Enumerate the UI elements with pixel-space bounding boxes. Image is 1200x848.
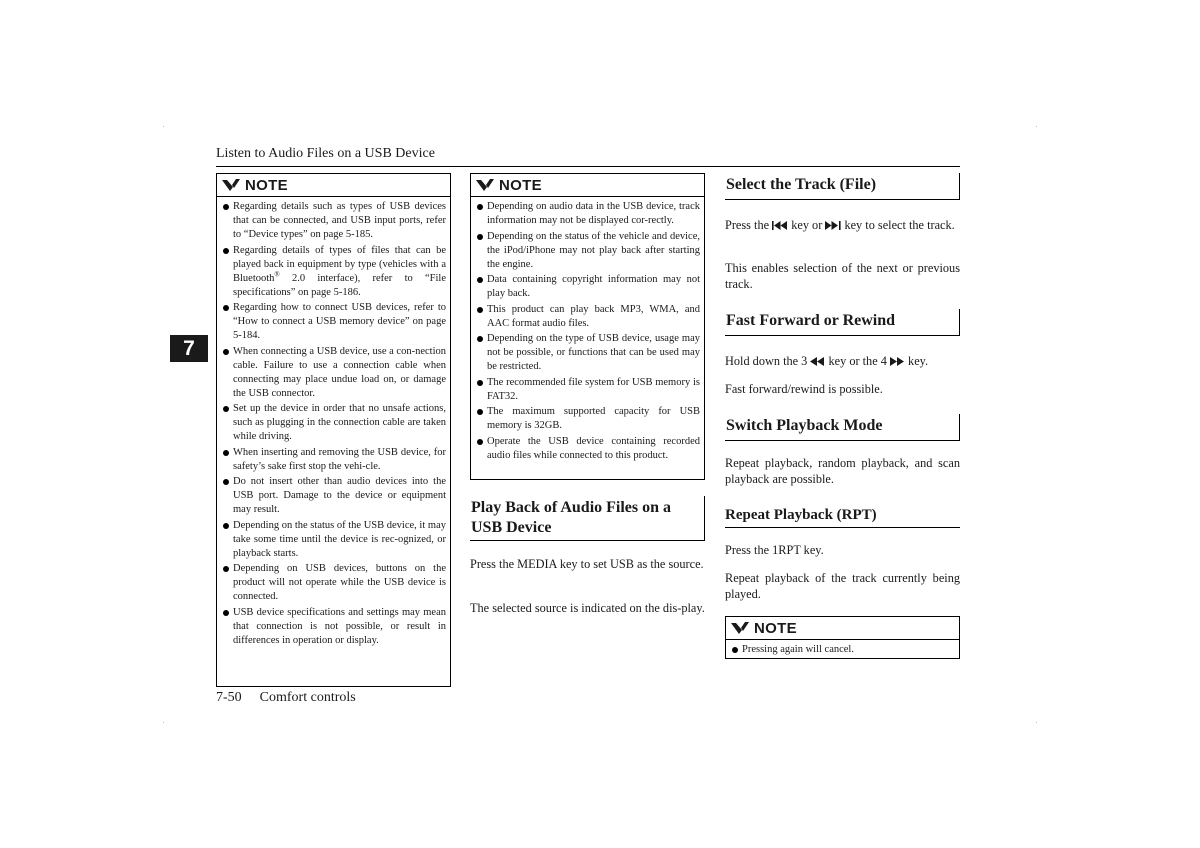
crop-mark: [163, 126, 164, 127]
section-title-play-back: Play Back of Audio Files on a USB Device: [470, 496, 705, 541]
section-title-fast-forward: Fast Forward or Rewind: [725, 309, 960, 336]
paragraph: The selected source is indicated on the dis-play.: [470, 601, 705, 615]
footer-section: Comfort controls: [259, 690, 356, 705]
note-item: Do not insert other than audio devices into the USB port. Damage to the device or equipment may result.: [223, 475, 446, 517]
chapter-tab: 7: [170, 335, 208, 362]
note-item: This product can play back MP3, WMA, and AAC format audio files.: [477, 303, 700, 331]
note-item: Depending on audio data in the USB device, track information may not be displayed cor-rectly.: [477, 200, 700, 228]
paragraph: Press the key or key to select the track.: [725, 218, 955, 232]
note-item: Regarding details of types of files that can be played back in equipment by type (vehicles with a Bluetooth® 2.0 interface), refer to “File specifications” on page 5-186.: [223, 244, 446, 300]
crop-mark: [163, 722, 164, 723]
section-title-switch-mode: Switch Playback Mode: [725, 414, 960, 441]
next-track-icon: [825, 221, 841, 230]
fast-forward-icon: [890, 357, 905, 366]
header-rule: [216, 166, 960, 167]
note-item: When connecting a USB device, use a con-nection cable. Failure to use a connection cable when connecting may place undue load on, or damage the USB connector.: [223, 345, 446, 401]
paragraph: Press the 1RPT key.: [725, 543, 824, 557]
note-item: Pressing again will cancel.: [732, 643, 955, 657]
note-box-usb-devices: [216, 173, 451, 687]
note-label: NOTE: [245, 176, 288, 194]
note-item: Depending on the type of USB device, usage may not be possible, or functions that can be used may be restricted.: [477, 332, 700, 374]
note-list: [217, 197, 450, 651]
note-box-repeat: [725, 616, 960, 659]
note-hand-icon: [730, 621, 750, 635]
paragraph: Press the MEDIA key to set USB as the source.: [470, 557, 704, 571]
paragraph: Hold down the 3 key or the 4 key.: [725, 354, 929, 368]
note-list: [471, 197, 704, 466]
note-hand-icon: [475, 178, 495, 192]
rewind-icon: [810, 357, 825, 366]
paragraph: This enables selection of the next or previous track.: [725, 261, 960, 291]
note-item: Operate the USB device containing recorded audio files while connected to this product.: [477, 435, 700, 463]
note-item: Regarding how to connect USB devices, refer to “How to connect a USB memory device” on page 5-184.: [223, 301, 446, 343]
paragraph: Repeat playback of the track currently being played.: [725, 571, 960, 601]
note-hand-icon: [221, 178, 241, 192]
note-item: Regarding details such as types of USB devices that can be connected, and USB input ports, refer to “Device types” on page 5-185.: [223, 200, 446, 242]
note-header: [217, 174, 450, 197]
note-item: Depending on USB devices, buttons on the product will not operate while the USB device is connected.: [223, 562, 446, 604]
previous-track-icon: [772, 221, 788, 230]
registered-mark: ®: [274, 270, 280, 278]
page-number: 7-50: [216, 690, 242, 705]
note-label: NOTE: [754, 619, 797, 637]
running-title: Listen to Audio Files on a USB Device: [216, 146, 435, 161]
note-item: When inserting and removing the USB device, for safety’s sake first stop the vehi-cle.: [223, 446, 446, 474]
paragraph: Fast forward/rewind is possible.: [725, 382, 883, 396]
note-label: NOTE: [499, 176, 542, 194]
note-item: Depending on the status of the USB device, it may take some time until the device is rec-ognized, or playback starts.: [223, 519, 446, 561]
note-list: [726, 640, 959, 661]
crop-mark: [1036, 126, 1037, 127]
page-footer: [216, 690, 356, 706]
note-item: Depending on the status of the vehicle and device, the iPod/iPhone may not play back after starting the engine.: [477, 230, 700, 272]
note-item: Set up the device in order that no unsafe actions, such as plugging in the connection cable are taken while driving.: [223, 402, 446, 444]
note-header: [726, 617, 959, 640]
note-header: [471, 174, 704, 197]
section-title-select-track: Select the Track (File): [725, 173, 960, 200]
note-item: The recommended file system for USB memory is FAT32.: [477, 376, 700, 404]
paragraph: Repeat playback, random playback, and scan playback are possible.: [725, 456, 960, 486]
note-item: The maximum supported capacity for USB memory is 32GB.: [477, 405, 700, 433]
note-item: Data containing copyright information may not play back.: [477, 273, 700, 301]
note-item: USB device specifications and settings may mean that connection is not possible, or result in differences in operation or display.: [223, 606, 446, 648]
note-box-usb-playback: [470, 173, 705, 480]
crop-mark: [1036, 722, 1037, 723]
subsection-title-repeat: Repeat Playback (RPT): [725, 505, 960, 528]
